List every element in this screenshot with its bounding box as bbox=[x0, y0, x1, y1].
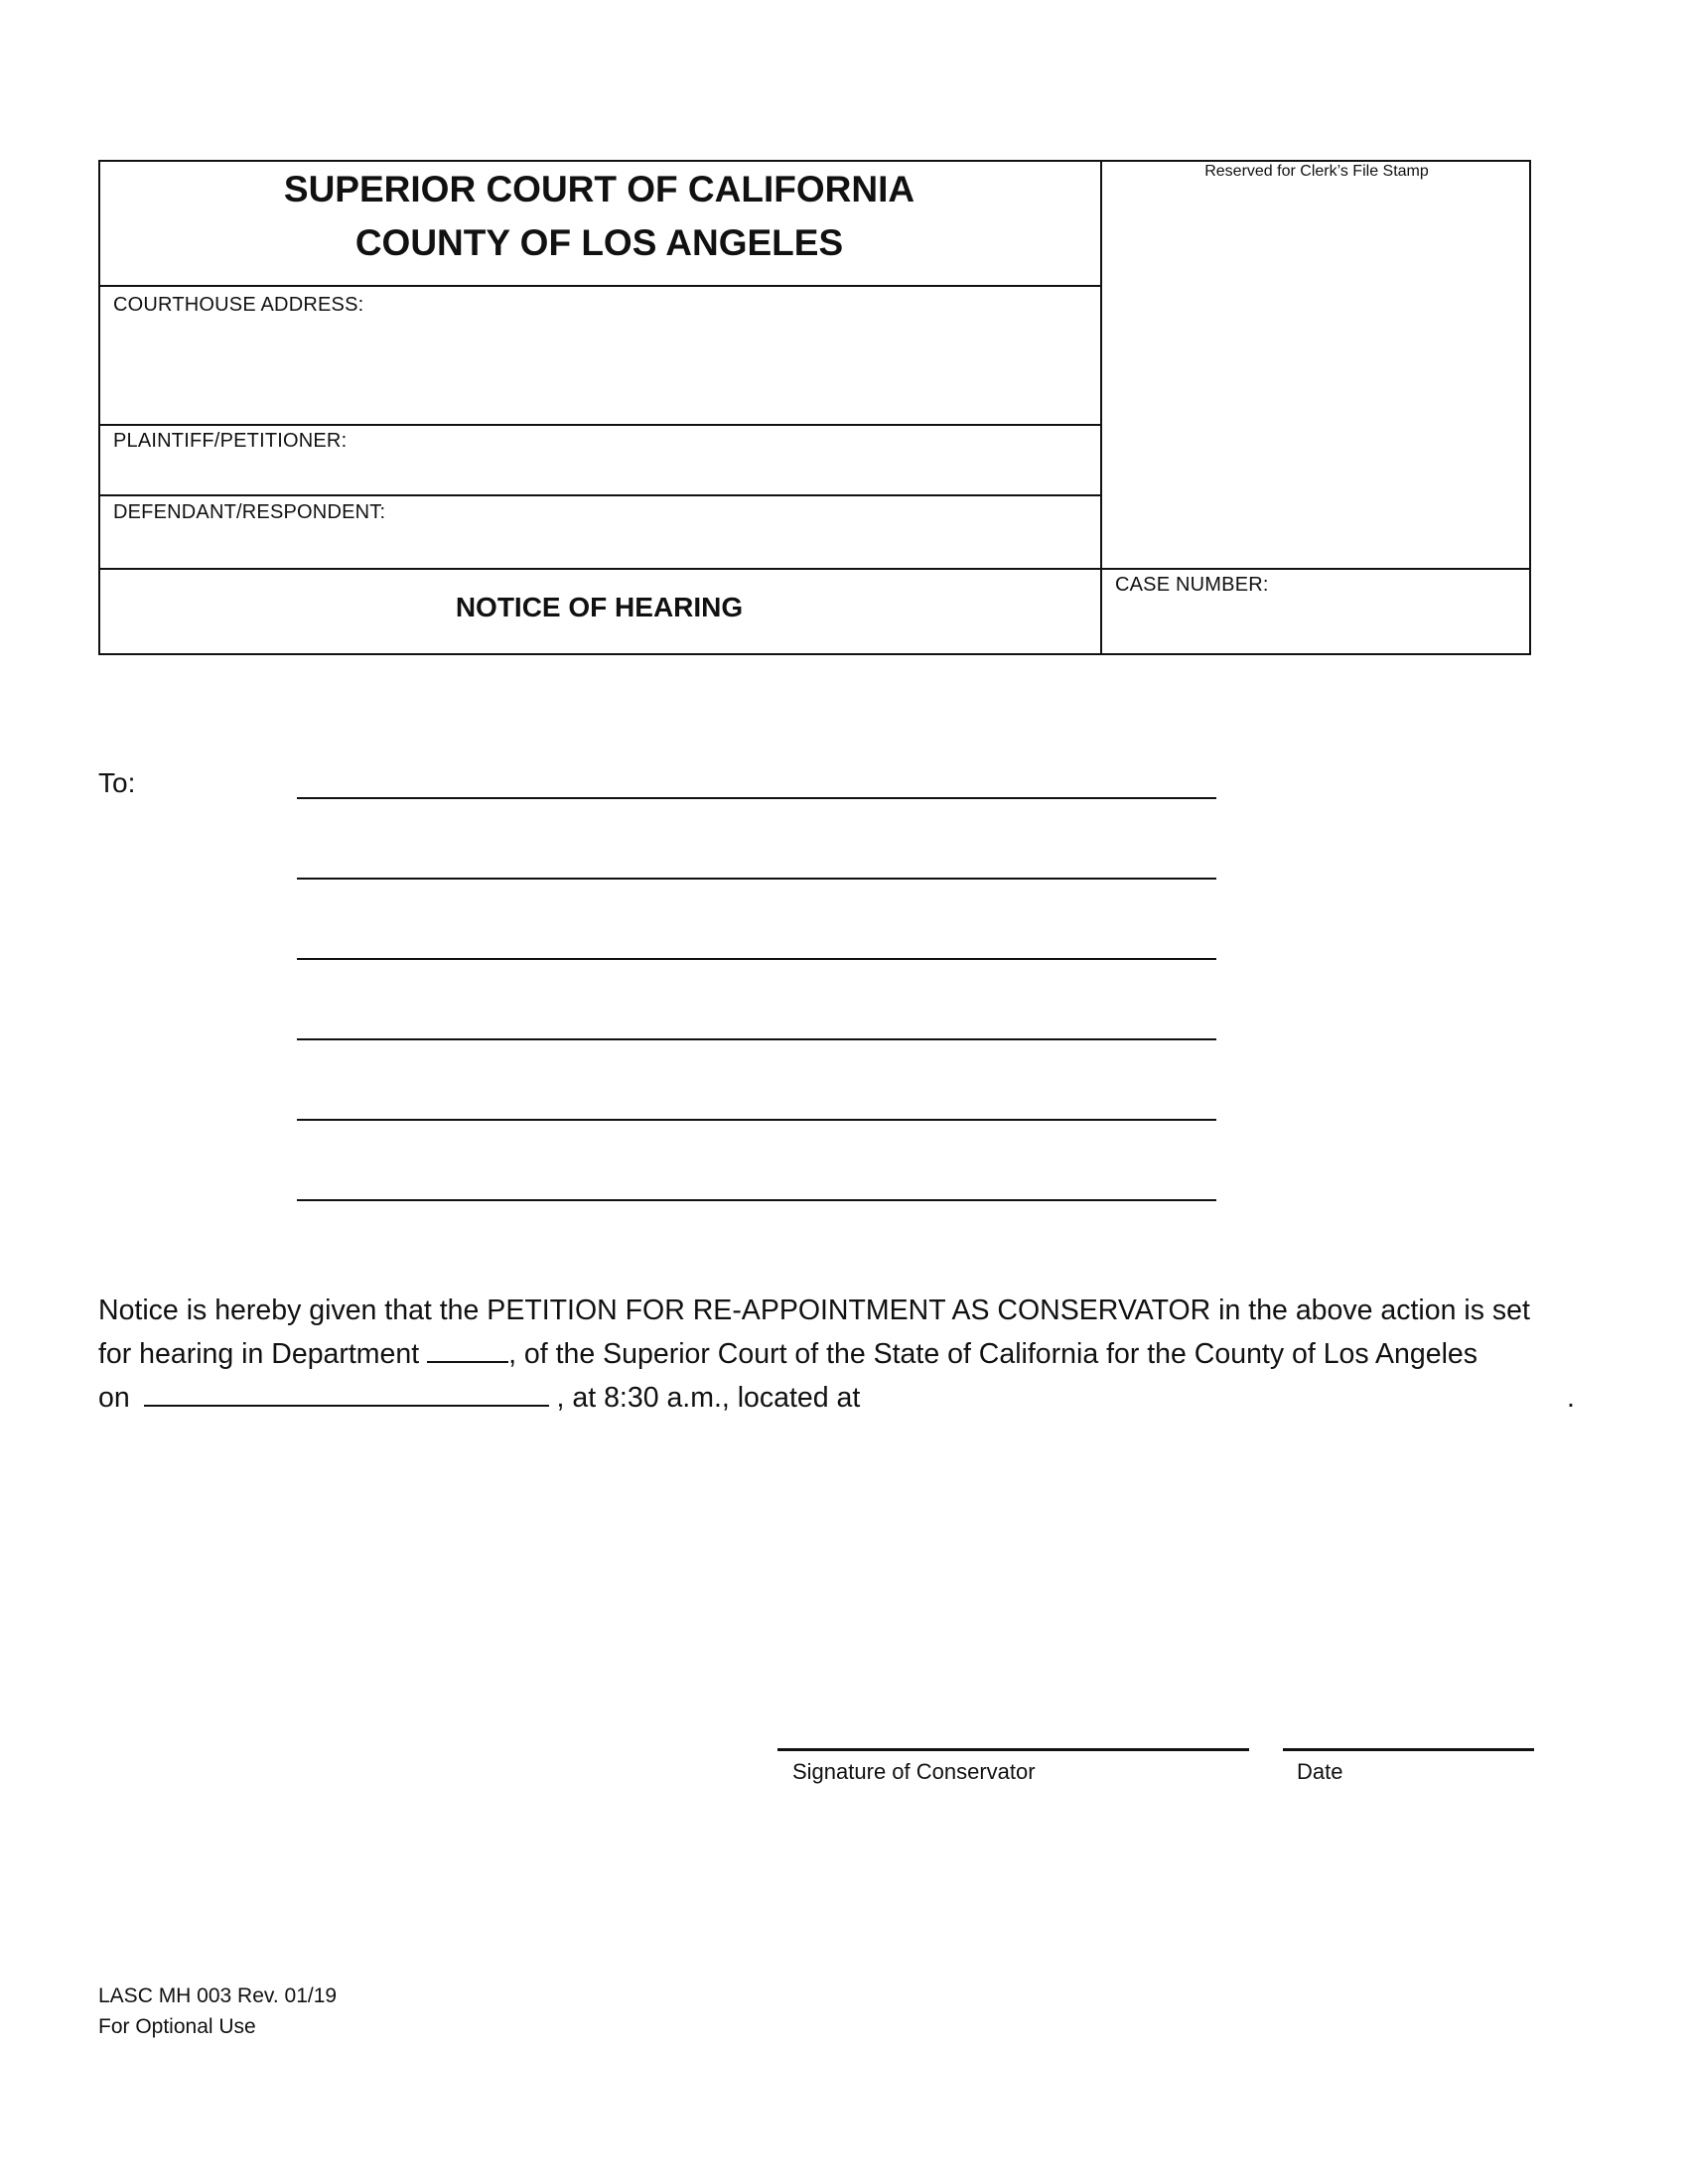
notice-line-3-text: on bbox=[98, 1382, 130, 1414]
caption-divider bbox=[98, 494, 1101, 496]
case-number-label: CASE NUMBER: bbox=[1115, 574, 1269, 596]
notice-line-2 bbox=[98, 1332, 1588, 1376]
date-line[interactable] bbox=[1283, 1748, 1534, 1751]
notice-line-1: Notice is hereby given that the PETITION FOR RE-APPOINTMENT AS CONSERVATOR in the above action is set bbox=[98, 1295, 1530, 1326]
courthouse-address-field[interactable] bbox=[100, 318, 1098, 422]
caption-divider bbox=[98, 285, 1101, 287]
signature-line[interactable] bbox=[777, 1748, 1249, 1751]
to-line[interactable] bbox=[297, 797, 1216, 799]
plaintiff-field[interactable] bbox=[100, 454, 1098, 493]
notice-period: . bbox=[1567, 1382, 1575, 1414]
notice-line-2-text: for hearing in Department bbox=[98, 1338, 420, 1370]
to-line[interactable] bbox=[297, 1199, 1216, 1201]
to-line[interactable] bbox=[297, 1119, 1216, 1121]
form-title: NOTICE OF HEARING bbox=[455, 592, 744, 622]
notice-line-2-rest: , of the Superior Court of the State of California for the County of Los Angeles bbox=[508, 1338, 1477, 1370]
form-usage: For Optional Use bbox=[98, 2015, 256, 2038]
plaintiff-label: PLAINTIFF/PETITIONER: bbox=[113, 430, 348, 452]
court-name-line1: SUPERIOR COURT OF CALIFORNIA bbox=[283, 169, 915, 209]
courthouse-address-label: COURTHOUSE ADDRESS: bbox=[113, 294, 364, 316]
hearing-date-blank[interactable] bbox=[144, 1385, 549, 1407]
to-line[interactable] bbox=[297, 1038, 1216, 1040]
date-label: Date bbox=[1297, 1759, 1343, 1784]
to-line[interactable] bbox=[297, 878, 1216, 880]
court-name-line2: COUNTY OF LOS ANGELES bbox=[354, 222, 844, 263]
case-number-field[interactable] bbox=[1104, 600, 1529, 653]
clerk-stamp-label: Reserved for Clerk’s File Stamp bbox=[1204, 163, 1429, 180]
to-line[interactable] bbox=[297, 958, 1216, 960]
to-label: To: bbox=[98, 767, 136, 798]
caption-divider bbox=[98, 568, 1531, 570]
caption-divider-vertical bbox=[1100, 160, 1102, 655]
defendant-label: DEFENDANT/RESPONDENT: bbox=[113, 501, 386, 523]
signature-label: Signature of Conservator bbox=[792, 1759, 1036, 1784]
form-id: LASC MH 003 Rev. 01/19 bbox=[98, 1984, 338, 2007]
court-name bbox=[100, 163, 1098, 270]
clerk-stamp-area bbox=[1104, 189, 1529, 566]
defendant-field[interactable] bbox=[100, 526, 1098, 566]
hearing-location-field[interactable] bbox=[884, 1382, 1559, 1418]
department-blank[interactable] bbox=[427, 1341, 508, 1363]
caption-divider bbox=[98, 424, 1101, 426]
notice-line-3-rest: , at 8:30 a.m., located at bbox=[556, 1382, 861, 1414]
